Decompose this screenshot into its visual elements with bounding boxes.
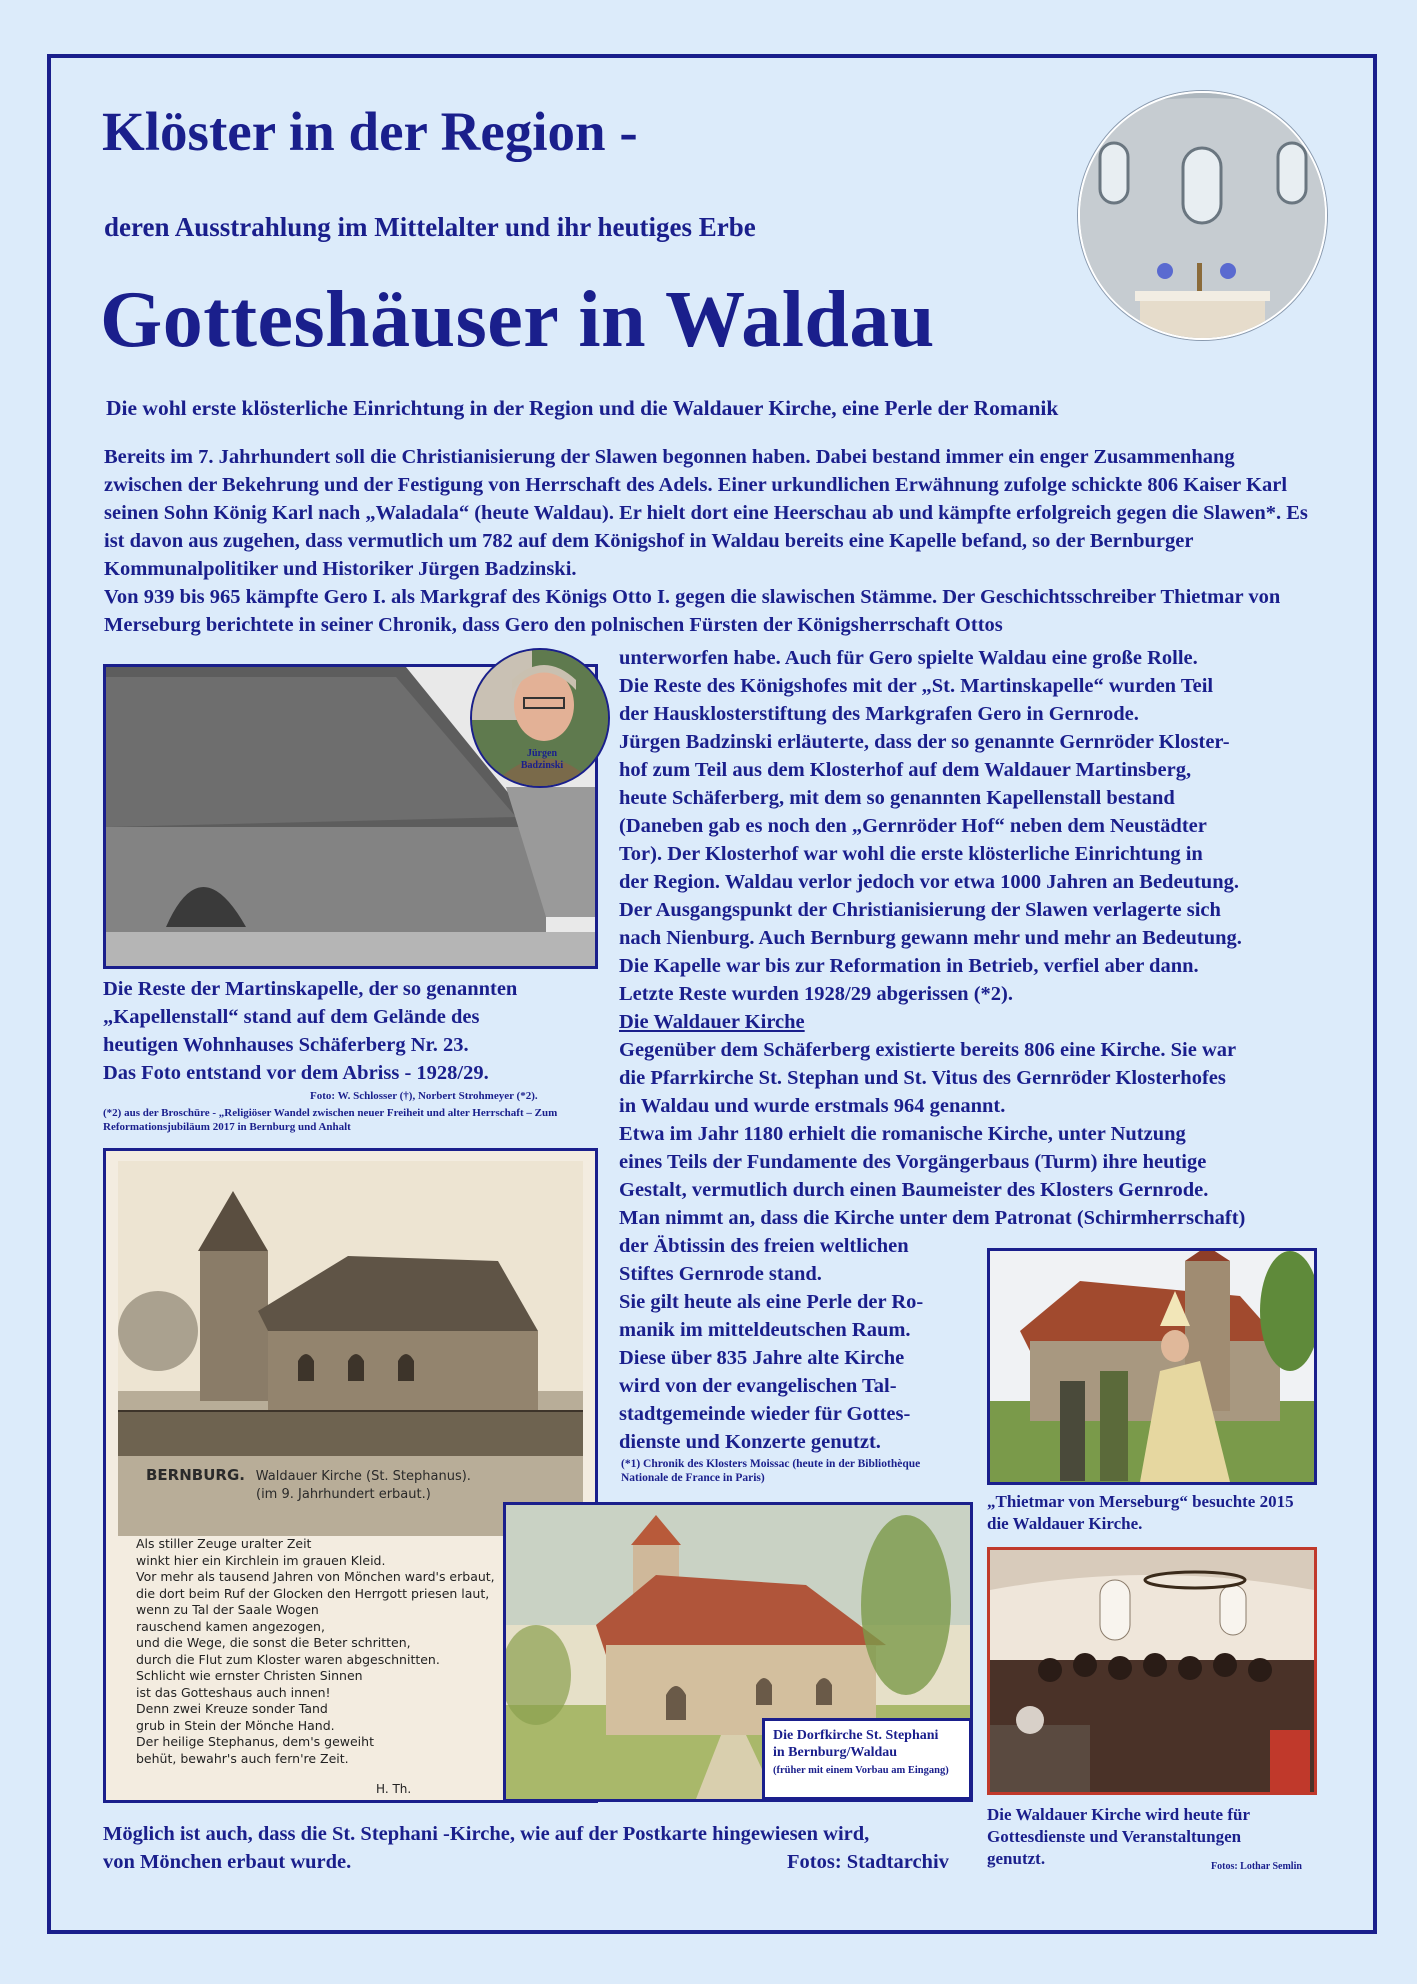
concert-caption: Die Waldauer Kirche wird heute für Gottesdienste und Veranstaltungen genutzt. bbox=[987, 1805, 1250, 1868]
caption-line: „Kapellenstall“ stand auf dem Gelände des bbox=[103, 1006, 480, 1028]
poem-line: und die Wege, die sonst die Beter schritten, bbox=[136, 1635, 411, 1650]
text-line: nach Nienburg. Auch Bernburg gewann mehr und mehr an Bedeutung. bbox=[619, 927, 1242, 949]
poem-line: Der heilige Stephanus, dem's geweiht bbox=[136, 1734, 374, 1749]
poem-line: Vor mehr als tausend Jahren von Mönchen ward's erbaut, bbox=[136, 1569, 495, 1584]
text-line: unterworfen habe. Auch für Gero spielte Waldau eine große Rolle. bbox=[619, 647, 1198, 669]
bottom-text-1: Möglich ist auch, dass die St. Stephani -Kirche, wie auf der Postkarte hingewiesen wird, bbox=[103, 1823, 870, 1845]
caption-line: Die Reste der Martinskapelle, der so genannten bbox=[103, 978, 518, 1000]
text-line: Die Kapelle war bis zur Reformation in Betrieb, verfiel aber dann. bbox=[619, 955, 1199, 977]
text-line: die Pfarrkirche St. Stephan und St. Vitus des Gernröder Klosterhofes bbox=[619, 1067, 1226, 1089]
poem-line: behüt, bewahr's auch fern're Zeit. bbox=[136, 1750, 349, 1766]
text-line: Stiftes Gernrode stand. bbox=[619, 1263, 822, 1285]
text-line: manik im mitteldeutschen Raum. bbox=[619, 1319, 911, 1341]
martinskapelle-caption bbox=[103, 975, 593, 1087]
concert-photo bbox=[987, 1547, 1317, 1795]
thietmar-photo bbox=[987, 1248, 1317, 1485]
text-line: Jürgen Badzinski erläuterte, dass der so genannte Gernröder Kloster- bbox=[619, 731, 1230, 753]
main-title: Gotteshäuser in Waldau bbox=[100, 276, 935, 364]
poem-line: Denn zwei Kreuze sonder Tand bbox=[136, 1701, 328, 1716]
caption-line: heutigen Wohnhauses Schäferberg Nr. 23. bbox=[103, 1034, 469, 1056]
thietmar-caption: „Thietmar von Merseburg“ besuchte 2015 die Waldauer Kirche. bbox=[987, 1492, 1294, 1533]
text-line: wird von der evangelischen Tal- bbox=[619, 1375, 897, 1397]
text-line: Die Reste des Königshofes mit der „St. Martinskapelle“ wurden Teil bbox=[619, 675, 1214, 697]
painting-caption-box bbox=[762, 1718, 972, 1800]
postcard-subtitle-2: (im 9. Jahrhundert erbaut.) bbox=[256, 1487, 431, 1502]
archive-credit: Fotos: Stadtarchiv bbox=[787, 1851, 949, 1873]
painting-caption-line: in Bernburg/Waldau bbox=[773, 1745, 898, 1760]
text-line: (Daneben gab es noch den „Gernröder Hof“ neben dem Neustädter bbox=[619, 815, 1207, 837]
photo-credit: Foto: W. Schlosser (†), Norbert Strohmeyer (*2). bbox=[310, 1090, 538, 1102]
intro-text bbox=[104, 443, 1314, 639]
intro-paragraph-1: Bereits im 7. Jahrhundert soll die Christianisierung der Slawen begonnen haben. Dabei bestand immer ein enger Zusammenhang zwischen der Bekehrung und der Festigung von Herrschaft des Adels. Einer urkundlichen Erwähnung zufolge schickte 806 Kaiser Karl seinen Sohn König Karl nach „Waladala“ (heute Waldau). Er hielt dort eine Heerschau ab und kämpfte erfolgreich gegen die Slawen*. Es ist davon aus zugehen, dass vermutlich um 782 auf dem Königshof in Waldau bereits eine Kapelle befand, so der Bernburger Kommunalpolitiker und Historiker Jürgen Badzinski. bbox=[104, 446, 1308, 580]
concert-credit: Fotos: Lothar Semlin bbox=[1211, 1861, 1302, 1872]
text-line: stadtgemeinde wieder für Gottes- bbox=[619, 1403, 911, 1425]
subtitle: deren Ausstrahlung im Mittelalter und ihr heutiges Erbe bbox=[104, 212, 756, 242]
text-line: der Hausklosterstiftung des Markgrafen Gero in Gernrode. bbox=[619, 703, 1139, 725]
poem-line: die dort beim Ruf der Glocken den Herrgott priesen laut, bbox=[136, 1585, 490, 1601]
text-line: eines Teils der Fundamente des Vorgängerbaus (Turm) ihre heutige bbox=[619, 1151, 1207, 1173]
caption-line: Das Foto entstand vor dem Abriss - 1928/29. bbox=[103, 1062, 489, 1084]
portrait-label: Jürgen Badzinski bbox=[520, 748, 564, 771]
poem-line: ist das Gotteshaus auch innen! bbox=[136, 1684, 331, 1700]
text-line: hof zum Teil aus dem Klosterhof auf dem Waldauer Martinsberg, bbox=[619, 759, 1192, 781]
text-line: der Äbtissin des freien weltlichen bbox=[619, 1235, 909, 1257]
text-line: der Region. Waldau verlor jedoch vor etwa 1000 Jahren an Bedeutung. bbox=[619, 871, 1239, 893]
text-line: dienste und Konzerte genutzt. bbox=[619, 1431, 881, 1453]
text-line: Sie gilt heute als eine Perle der Ro- bbox=[619, 1291, 924, 1313]
text-line: Etwa im Jahr 1180 erhielt die romanische Kirche, unter Nutzung bbox=[619, 1123, 1186, 1145]
text-line: Gestalt, vermutlich durch einen Baumeister des Klosters Gernrode. bbox=[619, 1179, 1209, 1201]
poem-line: durch die Flut zum Kloster waren abgeschnitten. bbox=[136, 1651, 440, 1667]
poem-line: grub in Stein der Mönche Hand. bbox=[136, 1717, 335, 1733]
bottom-text-2: von Mönchen erbaut wurde. bbox=[103, 1851, 352, 1873]
poem-line: Schlicht wie ernster Christen Sinnen bbox=[136, 1668, 363, 1683]
postcard-subtitle: Waldauer Kirche (St. Stephanus). bbox=[255, 1469, 471, 1484]
postcard-title: BERNBURG. bbox=[146, 1466, 245, 1484]
text-line: Letzte Reste wurden 1928/29 abgerissen (*2). bbox=[619, 983, 1013, 1005]
painting-caption-line: Die Dorfkirche St. Stephani bbox=[773, 1728, 939, 1743]
text-line: heute Schäferberg, mit dem so genannten Kapellenstall bestand bbox=[619, 787, 1175, 809]
page-title: Klöster in der Region - bbox=[102, 101, 638, 162]
poem-line: winkt hier ein Kirchlein im grauen Kleid. bbox=[136, 1552, 386, 1568]
poem-line: rauschend kamen angezogen, bbox=[136, 1618, 325, 1634]
text-line: Man nimmt an, dass die Kirche unter dem Patronat (Schirmherrschaft) bbox=[619, 1207, 1246, 1229]
poem-line: wenn zu Tal der Saale Wogen bbox=[136, 1602, 319, 1617]
intro-paragraph-2: Von 939 bis 965 kämpfte Gero I. als Markgraf des Königs Otto I. gegen die slawischen Stämme. Der Geschichtsschreiber Thietmar von Merseburg berichtete in seiner Chronik, dass Gero den polnischen Fürsten der Königsherrschaft Ottos bbox=[104, 586, 1281, 636]
brochure-note: (*2) aus der Broschüre - „Religiöser Wandel zwischen neuer Freiheit und alter Herrschaft – Zum Reformationsjubiläum 2017 in Bernburg und Anhalt bbox=[103, 1107, 558, 1133]
section-heading: Die Waldauer Kirche bbox=[619, 1011, 805, 1033]
text-line: Tor). Der Klosterhof war wohl die erste klösterliche Einrichtung in bbox=[619, 843, 1203, 865]
poem-signature: H. Th. bbox=[376, 1782, 412, 1796]
poem-line: Als stiller Zeuge uralter Zeit bbox=[136, 1536, 312, 1551]
text-line: in Waldau und wurde erstmals 964 genannt. bbox=[619, 1095, 1006, 1117]
text-line: Gegenüber dem Schäferberg existierte bereits 806 eine Kirche. Sie war bbox=[619, 1039, 1237, 1061]
footnote-moissac: (*1) Chronik des Klosters Moissac (heute in der Bibliothèque Nationale de France in Paris) bbox=[621, 1458, 921, 1484]
lead-text: Die wohl erste klösterliche Einrichtung in der Region und die Waldauer Kirche, eine Perle der Romanik bbox=[106, 396, 1059, 420]
painting-caption-note: (früher mit einem Vorbau am Eingang) bbox=[773, 1765, 949, 1776]
text-line: Diese über 835 Jahre alte Kirche bbox=[619, 1347, 905, 1369]
text-line: Der Ausgangspunkt der Christianisierung der Slawen verlagerte sich bbox=[619, 899, 1221, 921]
church-interior-photo bbox=[1078, 91, 1327, 340]
